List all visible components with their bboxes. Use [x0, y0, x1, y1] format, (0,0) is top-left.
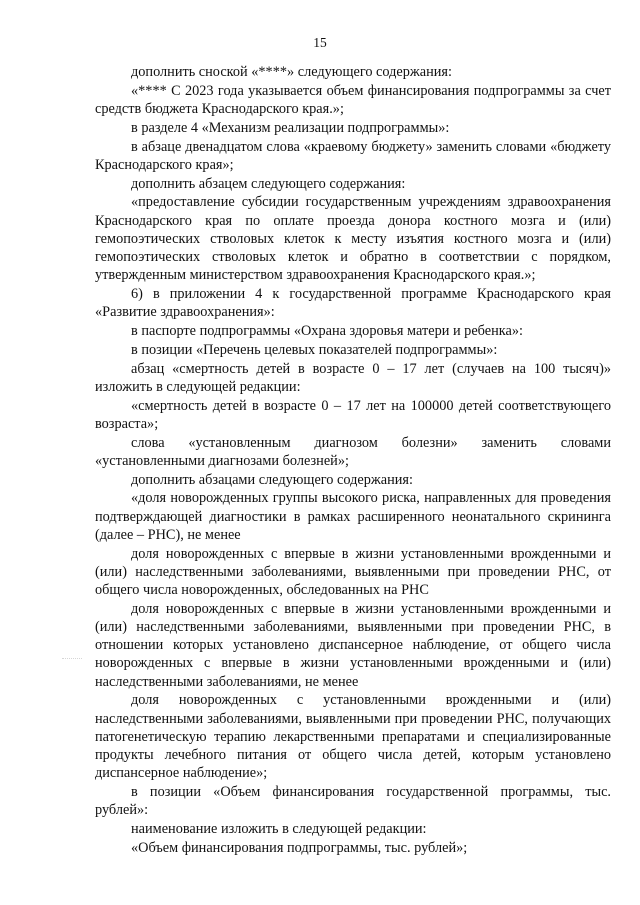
paragraph-name-edit: наименование изложить в следующей редакции:	[131, 821, 427, 838]
paragraph-high-risk-share: «доля новорожденных группы высокого риска, направленных для проведения подтверждающей диагностики в рамках расширенного неонатального скрининга (далее – РНС), не менее	[95, 490, 611, 543]
paragraph-add-clause: дополнить абзацем следующего содержания:	[131, 175, 406, 192]
paragraph-add-clauses: дополнить абзацами следующего содержания:	[131, 471, 413, 488]
paragraph-appendix-4: 6) в приложении 4 к государственной программе Краснодарского края «Развитие здравоохранения»:	[95, 286, 611, 321]
paragraph-footnote-text: «**** С 2023 года указывается объем финансирования подпрограммы за счет средств бюджета Краснодарского края.»;	[95, 82, 611, 117]
paragraph-funding-name: «Объем финансирования подпрограммы, тыс. рублей»;	[131, 839, 468, 856]
paragraph-therapy-share: доля новорожденных с установленными врожденными и (или) наследственными заболеваниями, выявленными при проведении РНС, получающих патогенетическую терапию лекарственными препаратами и специализированные продукты лечебного питания от общего числа детей, которым установлено диспансерное наблюдение»;	[95, 692, 611, 782]
paragraph-add-footnote: дополнить сноской «****» следующего содержания:	[131, 64, 452, 80]
document-body	[95, 63, 611, 858]
paragraph-funding-position: в позиции «Объем финансирования государственной программы, тыс. рублей»:	[95, 784, 611, 819]
scan-artifact	[62, 658, 82, 667]
paragraph-child-mortality-new: «смертность детей в возрасте 0 – 17 лет на 100000 детей соответствующего возраста»;	[95, 397, 611, 432]
paragraph-section-4: в разделе 4 «Механизм реализации подпрограммы»:	[131, 119, 450, 136]
paragraph-replace-budget: в абзаце двенадцатом слова «краевому бюджету» заменить словами «бюджету Краснодарского края»;	[95, 138, 611, 173]
paragraph-subsidy: «предоставление субсидии государственным учреждениям здравоохранения Краснодарского края по оплате проезда донора костного мозга и (или) гемопоэтических стволовых клеток к месту изъятия костного мозга и (или) гемопоэтических стволовых клеток и обратно в соответствии с порядком, утвержденным министерством здравоохранения Краснодарского края.»;	[95, 194, 611, 284]
paragraph-dispensary-share: доля новорожденных с впервые в жизни установленными врожденными и (или) наследственными заболеваниями, выявленными при проведении РНС, в отношении которых установлено диспансерное наблюдение, от общего числа новорожденных с впервые в жизни установленными врожденными и (или) наследственными заболеваниями, не менее	[95, 600, 611, 690]
paragraph-child-mortality: абзац «смертность детей в возрасте 0 – 17 лет (случаев на 100 тысяч)» изложить в следующей редакции:	[95, 360, 611, 395]
page-number: 15	[313, 35, 327, 50]
paragraph-indicators-position: в позиции «Перечень целевых показателей подпрограммы»:	[131, 341, 498, 358]
paragraph-passport: в паспорте подпрограммы «Охрана здоровья матери и ребенка»:	[131, 323, 523, 339]
paragraph-diseases-share: доля новорожденных с впервые в жизни установленными врожденными и (или) наследственными заболеваниями, выявленными при проведении РНС, от общего числа новорожденных, обследованных на РНС	[95, 545, 611, 598]
paragraph-diagnosis-words: слова «установленным диагнозом болезни» заменить словами «установленными диагнозами болезней»;	[95, 434, 611, 469]
